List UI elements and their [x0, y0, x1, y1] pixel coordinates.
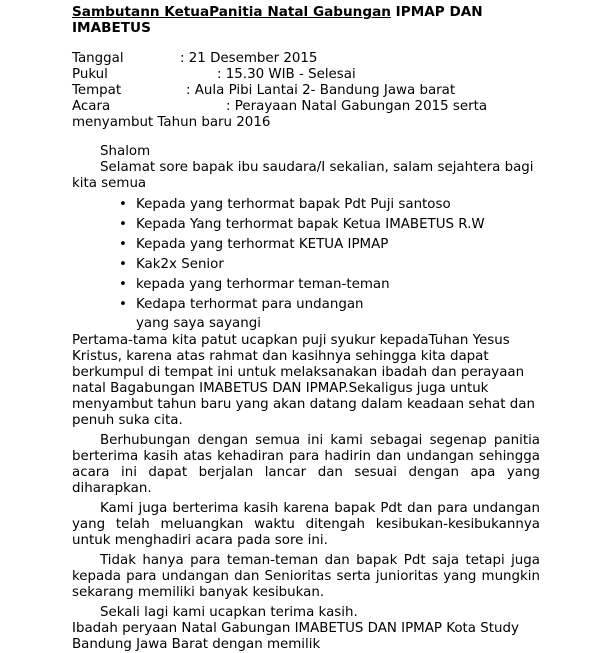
event-details [72, 51, 540, 131]
paragraph-thanks-guests: Tidak hanya para teman-teman dan bapak Pdt saja tetapi juga kepada para undangan dan Senioritas serta junioritas yang mungkin sekarang memiliki banyak kesibukan. [72, 553, 540, 600]
bullet-icon: • [119, 217, 127, 232]
title-underlined: Sambutann KetuaPanitia Natal Gabungan [72, 4, 391, 20]
place-value: : Aula Pibi Lantai 2- Bandung Jawa barat [186, 83, 456, 98]
event-label: Acara [72, 99, 111, 114]
salutation-list [72, 195, 540, 315]
place-label: Tempat [72, 83, 122, 98]
paragraph-final: Ibadah peryaan Natal Gabungan IMABETUS DAN IPMAP Kota Study Bandung Jawa Barat dengan memilik [72, 621, 519, 652]
event-value: : Perayaan Natal Gabungan 2015 serta menyambut Tahun baru 2016 [72, 99, 488, 130]
bullet-icon: • [119, 237, 127, 252]
bullet-icon: • [119, 257, 127, 272]
time-value: : 15.30 WIB - Selesai [217, 67, 356, 82]
document-title [72, 4, 540, 36]
salutation-tail: yang saya sayangi [136, 316, 261, 331]
list-item [72, 235, 540, 255]
list-item [72, 275, 540, 295]
salutation-text: kepada yang terhormar teman-teman [136, 277, 390, 292]
opening-line: Selamat sore bapak ibu saudara/I sekalian, salam sejahtera bagi kita semua [72, 160, 534, 191]
list-item [72, 255, 540, 275]
bullet-icon: • [119, 297, 127, 312]
paragraph-thanks-pastor: Kami juga berterima kasih karena bapak Pdt dan para undangan yang telah meluangkan waktu ditengah kesibukan-kesibukannya untuk menghadiri acara pada sore ini. [72, 501, 540, 548]
shalom-line: Shalom [100, 144, 151, 159]
list-item [72, 215, 540, 235]
speech-body [72, 144, 540, 653]
paragraph-thanks-attendance: Berhubungan dengan semua ini kami sebagai segenap panitia berterima kasih atas kehadiran para hadirin dan undangan sehingga acara ini dapat berjalan lancar dan sesuai dengan apa yang diharapkan. [72, 433, 540, 496]
title-rest: IPMAP DAN IMABETUS [72, 4, 483, 36]
date-value: : 21 Desember 2015 [180, 51, 318, 66]
time-label: Pukul [72, 67, 108, 82]
salutation-text: Kepada yang terhormat KETUA IPMAP [136, 237, 389, 252]
place-row [72, 83, 540, 99]
event-row [72, 99, 540, 131]
paragraph-intro: Pertama-tama kita patut ucapkan puji syukur kepadaTuhan Yesus Kristus, karena atas rahmat dan kasihnya sehingga kita dapat berkumpul di tempat ini untuk melaksanakan ibadah dan perayaan natal Bagabungan IMABETUS DAN IPMAP.Sekaligus juga untuk menyambut tahun baru yang akan datang dalam keadaan sehat dan penuh suka cita. [72, 333, 535, 428]
salutation-text: Kepada yang terhormat bapak Pdt Puji santoso [136, 197, 451, 212]
salutation-text: Kedapa terhormat para undangan [136, 297, 364, 312]
date-row [72, 51, 540, 67]
document-page [72, 4, 540, 653]
date-label: Tanggal [72, 51, 124, 66]
list-item [72, 195, 540, 215]
bullet-icon: • [119, 277, 127, 292]
time-row [72, 67, 540, 83]
paragraph-closing-thanks: Sekali lagi kami ucapkan terima kasih. [100, 605, 358, 620]
list-item [72, 295, 540, 315]
salutation-text: Kak2x Senior [136, 257, 224, 272]
bullet-icon: • [119, 197, 127, 212]
salutation-text: Kepada Yang terhormat bapak Ketua IMABETUS R.W [136, 217, 485, 232]
